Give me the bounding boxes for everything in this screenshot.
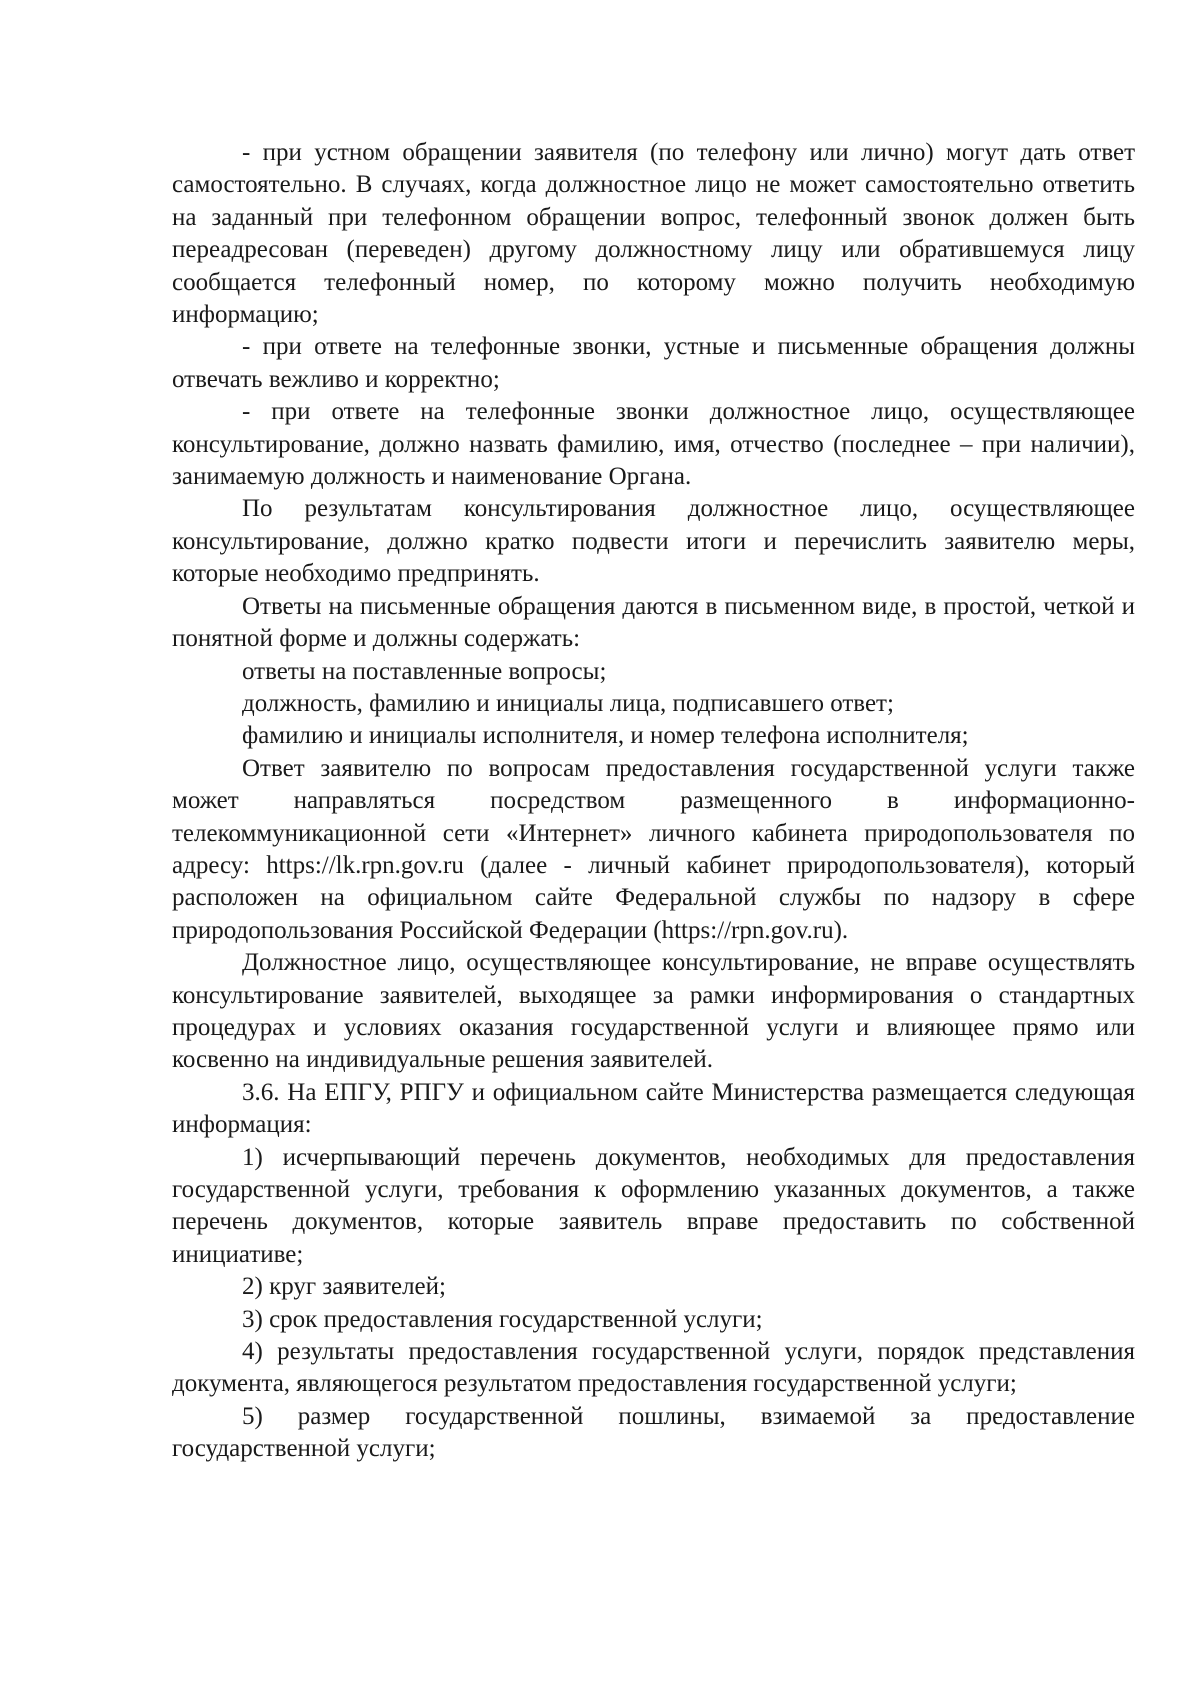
list-item-1: 1) исчерпывающий перечень документов, необходимых для предоставления государственной услуги, требования к оформлению указанных документов, а также перечень документов, которые заявитель вправе предоставить по собственной инициативе; xyxy=(172,1143,1135,1268)
paragraph-written-answers: Ответы на письменные обращения даются в письменном виде, в простой, четкой и понятной форме и должны содержать: xyxy=(172,592,1135,653)
list-item-signer: должность, фамилию и инициалы лица, подписавшего ответ; xyxy=(242,689,894,717)
document-body xyxy=(172,137,1135,1466)
paragraph-consultation-limits: Должностное лицо, осуществляющее консультирование, не вправе осуществлять консультирование заявителей, выходящее за рамки информирования о стандартных процедурах и условиях оказания государственной услуги и влияющее прямо или косвенно на индивидуальные решения заявителей. xyxy=(172,949,1135,1074)
list-item-3: 3) срок предоставления государственной услуги; xyxy=(242,1305,763,1333)
paragraph-polite-answer: - при ответе на телефонные звонки, устные и письменные обращения должны отвечать вежливо и корректно; xyxy=(172,333,1135,393)
paragraph-consultation-results: По результатам консультирования должностное лицо, осуществляющее консультирование, должно кратко подвести итоги и перечислить заявителю меры, которые необходимо предпринять. xyxy=(172,495,1135,588)
list-item-2: 2) круг заявителей; xyxy=(242,1273,446,1301)
list-item-4: 4) результаты предоставления государственной услуги, порядок представления документа, являющегося результатом предоставления государственной услуги; xyxy=(172,1338,1135,1398)
paragraph-personal-cabinet: Ответ заявителю по вопросам предоставления государственной услуги также может направляться посредством размещенного в информационно-телекоммуникационной сети «Интернет» личного кабинета природопользователя по адресу: https://lk.rpn.gov.ru (далее - личный кабинет природопользователя), который расположен на официальном сайте Федеральной службы по надзору в сфере природопользования Российской Федерации (https://rpn.gov.ru). xyxy=(172,754,1135,944)
list-item-executor: фамилию и инициалы исполнителя, и номер телефона исполнителя; xyxy=(242,722,969,750)
paragraph-phone-consultation: - при устном обращении заявителя (по телефону или лично) могут дать ответ самостоятельно. В случаях, когда должностное лицо не может самостоятельно ответить на заданный при телефонном обращении вопрос, телефонный звонок должен быть переадресован (переведен) другому должностному лицу или обратившемуся лицу сообщается телефонный номер, по которому можно получить необходимую информацию; xyxy=(172,139,1135,329)
paragraph-section-3-6: 3.6. На ЕПГУ, РПГУ и официальном сайте Министерства размещается следующая информация: xyxy=(172,1078,1135,1139)
paragraph-name-introduction: - при ответе на телефонные звонки должностное лицо, осуществляющее консультирование, должно назвать фамилию, имя, отчество (последнее – при наличии), занимаемую должность и наименование Органа. xyxy=(172,398,1135,491)
list-item-answers: ответы на поставленные вопросы; xyxy=(242,657,607,685)
list-item-5: 5) размер государственной пошлины, взимаемой за предоставление государственной услуги; xyxy=(172,1402,1135,1463)
